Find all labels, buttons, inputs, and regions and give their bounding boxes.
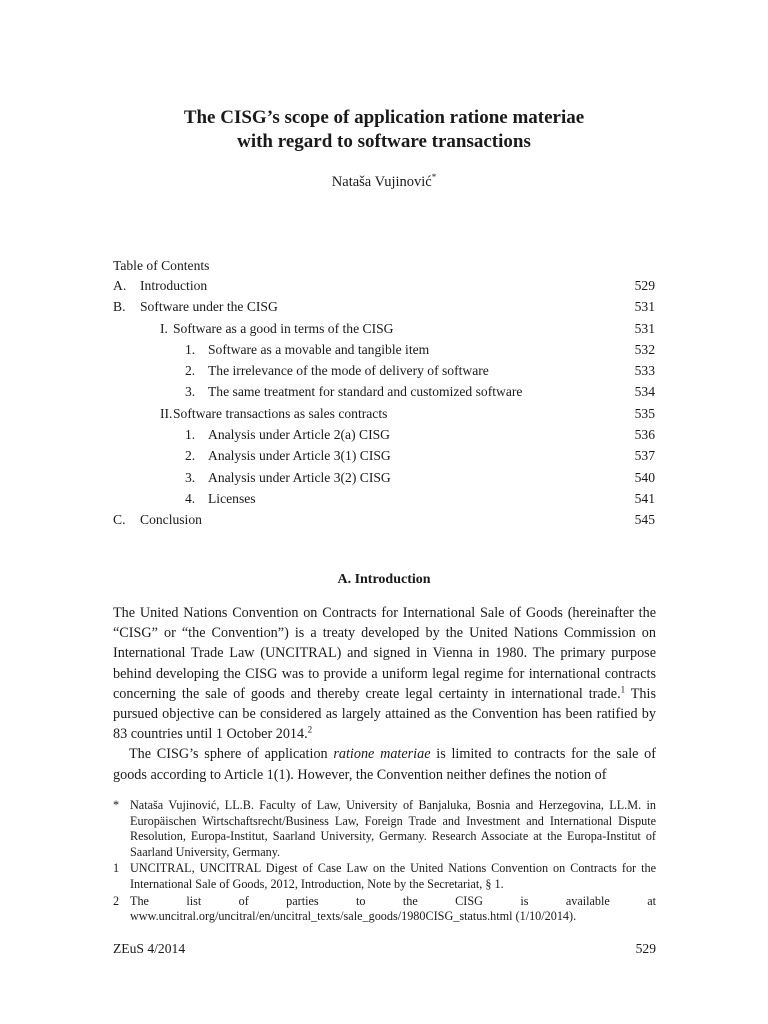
toc-entry-page: 534 [634, 384, 655, 400]
toc-entry[interactable] [113, 360, 655, 381]
article-title [0, 106, 768, 154]
footnote [113, 861, 656, 892]
footnotes [113, 798, 656, 926]
body-text [113, 603, 656, 785]
toc-entry-label: Software transactions as sales contracts [173, 405, 388, 421]
toc-entry[interactable] [113, 403, 655, 424]
toc-entry-page: 541 [634, 490, 655, 506]
footnote-mark: 1 [113, 861, 120, 876]
toc-entry[interactable] [113, 296, 655, 317]
toc-entry-number: 2. [185, 448, 196, 464]
footnote-mark: * [113, 798, 120, 812]
toc-entry-number: 3. [185, 384, 196, 400]
toc-entry-page: 545 [634, 512, 655, 528]
footnote-mark: 2 [113, 893, 120, 908]
toc-entry-number: II. [160, 405, 173, 421]
table-of-contents [113, 256, 655, 531]
toc-entry-label: The same treatment for standard and customized software [208, 384, 523, 400]
toc-entry-page: 532 [634, 341, 655, 357]
toc-entry-label: Analysis under Article 2(a) CISG [208, 427, 390, 443]
footnote-ref-2[interactable]: 2 [307, 724, 313, 735]
toc-entry-page: 531 [634, 299, 655, 315]
toc-entry-page: 533 [634, 363, 655, 379]
toc-entry[interactable] [113, 381, 655, 402]
toc-entry[interactable] [113, 509, 655, 530]
author-name: Nataša Vujinović [331, 173, 432, 190]
toc-entry-number: 2. [185, 363, 196, 379]
toc-list [113, 275, 655, 531]
toc-entry-label: Licenses [208, 490, 256, 506]
toc-entry-page: 529 [634, 278, 655, 293]
toc-entry[interactable] [113, 275, 655, 296]
toc-entry[interactable] [113, 445, 655, 466]
toc-entry-label: Conclusion [140, 512, 202, 528]
title-line-2: with regard to software transactions [237, 131, 531, 152]
toc-entry-number: 3. [185, 469, 196, 485]
paragraph-2: The CISG’s sphere of application ratione materiae is limited to contracts for the sale of goods according to Article 1(1). However, the Convention neither defines the notion of [113, 746, 657, 783]
toc-entry[interactable] [113, 424, 655, 445]
toc-entry[interactable] [113, 488, 655, 509]
toc-entry[interactable] [113, 467, 655, 488]
toc-entry-number: 4. [185, 490, 196, 506]
toc-entry-page: 535 [634, 405, 655, 421]
emphasis-ratione-materiae: ratione materiae [333, 746, 431, 763]
toc-entry-page: 540 [634, 469, 655, 485]
toc-entry-page: 536 [634, 427, 655, 443]
footnote-text: Nataša Vujinović, LL.B. Faculty of Law, University of Banjaluka, Bosnia and Herzegovina, LL.M. in Europäischen Wirtschaftsrecht/Business Law, Foreign Trade and Investment and International Dispute Resolution, Europa-Institut, Saarland University, Germany. Research Associate at the Europa-Institut of Saarland University, Germany. [130, 798, 656, 859]
journal-issue: ZEuS 4/2014 [113, 941, 186, 956]
toc-entry-label: Software under the CISG [140, 299, 278, 315]
toc-entry[interactable] [113, 318, 655, 339]
toc-entry-label: Software as a good in terms of the CISG [173, 320, 394, 336]
paragraph-1: The United Nations Convention on Contracts for International Sale of Goods (hereinafter the “CISG” or “the Convention”) is a treaty developed by the United Nations Commission on International Trade Law (UNCITRAL) and signed in Vienna in 1980. The primary purpose behind developing the CISG was to provide a uniform legal regime for international contracts concerning the sale of goods and thereby create legal certainty in international trade.$^1$ This pursued objective can be considered as largely attained as the Convention has been ratified by 83 countries until 1 October 2014.$^2$ [113, 605, 656, 743]
footnote [113, 894, 656, 925]
footnote-text: UNCITRAL, UNCITRAL Digest of Case Law on the United Nations Convention on Contracts for the International Sale of Goods, 2012, Introduction, Note by the Secretariat, § 1. [130, 861, 656, 891]
toc-entry-number: 1. [185, 427, 196, 443]
toc-heading: Table of Contents [113, 258, 210, 273]
toc-entry-number: A. [113, 278, 127, 293]
toc-entry-page: 537 [634, 448, 655, 464]
page-number: 529 [635, 941, 656, 956]
author-footnote-mark: * [431, 172, 437, 182]
toc-entry-number: B. [113, 299, 126, 315]
toc-entry-label: Software as a movable and tangible item [208, 341, 430, 357]
footnote-text: The list of parties to the CISG is available at www.uncitral.org/uncitral/en/uncitral_texts/sale_goods/1980CISG_status.html (1/10/2014). [130, 893, 656, 924]
title-line-1: The CISG’s scope of application ratione materiae [183, 107, 585, 128]
footnote [113, 798, 656, 860]
toc-entry-number: 1. [185, 341, 196, 357]
toc-entry-number: C. [113, 512, 126, 528]
toc-entry-label: Analysis under Article 3(1) CISG [208, 448, 391, 464]
footnote-ref-1[interactable]: 1 [620, 684, 626, 695]
toc-entry-label: Introduction [140, 278, 208, 293]
author-line [0, 172, 768, 191]
toc-entry-page: 531 [634, 320, 655, 336]
toc-entry[interactable] [113, 339, 655, 360]
toc-entry-number: I. [160, 320, 168, 336]
toc-entry-label: Analysis under Article 3(2) CISG [208, 469, 391, 485]
section-heading: A. Introduction [337, 572, 431, 587]
toc-entry-label: The irrelevance of the mode of delivery of software [208, 363, 489, 379]
